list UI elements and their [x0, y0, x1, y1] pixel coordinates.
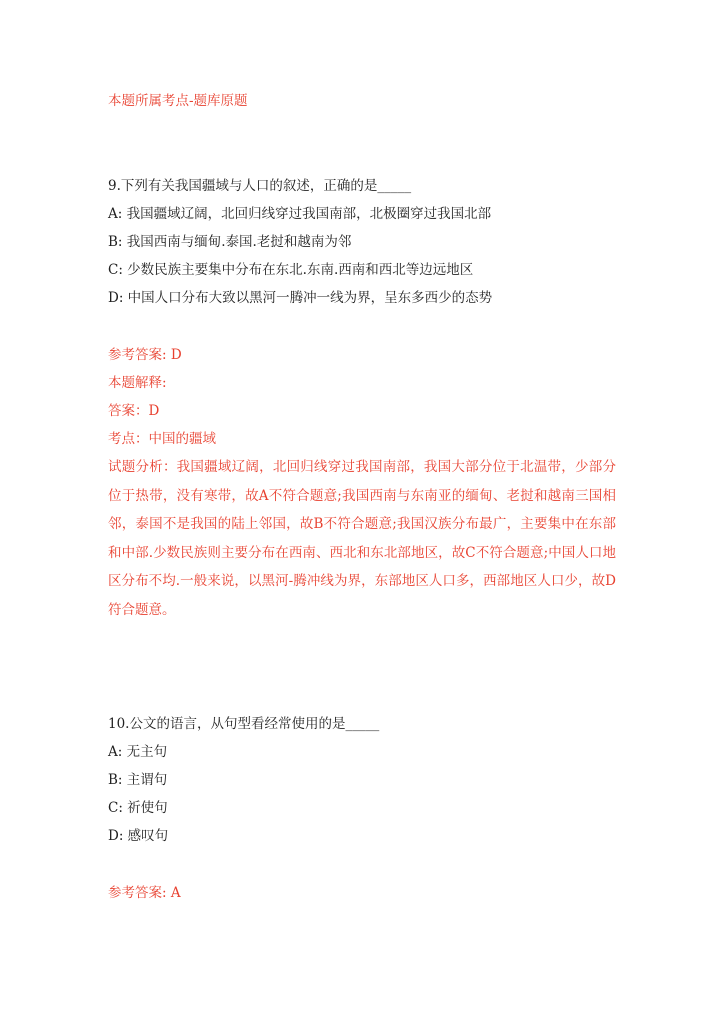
- question-9-reference-answer: 参考答案: D: [108, 347, 182, 363]
- source-note: 本题所属考点-题库原题: [108, 93, 248, 109]
- question-10-option-b: B: 主谓句: [108, 772, 168, 788]
- question-9-analysis: 试题分析：我国疆域辽阔，北回归线穿过我国南部，我国大部分位于北温带，少部分位于热带，没有寒带，故A不符合题意;我国西南与东南亚的缅甸、老挝和越南三国相邻，泰国不是我国的陆上邻国，故B不符合题意;我国汉族分布最广，主要集中在东部和中部.少数民族则主要分布在西南、西北和东北部地区，故C不符合题意;中国人口地区分布不均.一般来说，以黑河-腾冲线为界，东部地区人口多，西部地区人口少，故D符合题意。: [108, 459, 616, 618]
- question-10-option-c: C: 祈使句: [108, 800, 168, 816]
- question-9-option-a: A: 我国疆域辽阔，北回归线穿过我国南部，北极圈穿过我国北部: [108, 206, 492, 222]
- question-9-explanation-title: 本题解释:: [108, 375, 167, 391]
- question-9-answer: 答案：D: [108, 403, 160, 419]
- question-9-option-d: D: 中国人口分布大致以黑河一腾冲一线为界，呈东多西少的态势: [108, 290, 493, 306]
- question-9-option-b: B: 我国西南与缅甸.泰国.老挝和越南为邻: [108, 234, 352, 250]
- question-10-option-d: D: 感叹句: [108, 828, 169, 844]
- question-9-stem: 9.下列有关我国疆域与人口的叙述，正确的是_____: [108, 178, 412, 194]
- question-10-reference-answer: 参考答案: A: [108, 885, 181, 901]
- question-9-topic: 考点：中国的疆域: [108, 431, 216, 447]
- question-9-option-c: C: 少数民族主要集中分布在东北.东南.西南和西北等边远地区: [108, 262, 474, 278]
- question-10-option-a: A: 无主句: [108, 744, 168, 760]
- question-10-stem: 10.公文的语言，从句型看经常使用的是_____: [108, 716, 380, 732]
